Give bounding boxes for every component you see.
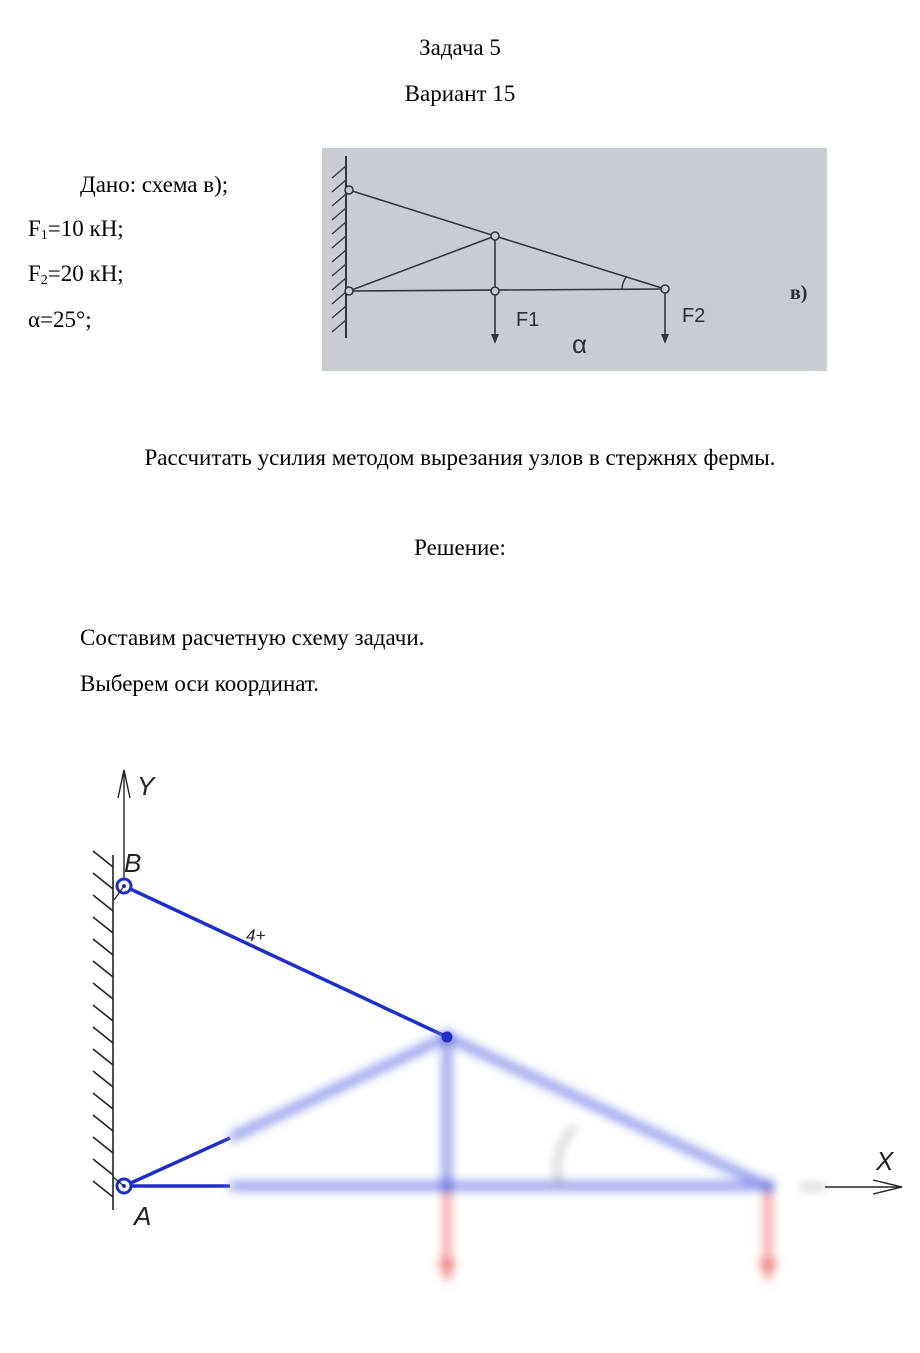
truss-photo: [322, 148, 827, 371]
blurred-region: [230, 1031, 825, 1283]
node-top: [442, 1032, 453, 1043]
photo-scheme-label: в): [790, 282, 808, 304]
x-axis-label: X: [876, 1146, 894, 1176]
node-a-label: A: [134, 1201, 152, 1231]
node-b-label: B: [124, 848, 142, 878]
photo-f1-label: F1: [516, 309, 540, 331]
task-title: Задача 5: [419, 35, 501, 60]
given-f1: $F_1=10$ кН;: [28, 216, 124, 243]
given-f2: $F_2=20$ кН;: [28, 261, 124, 288]
x-axis: [825, 1180, 902, 1194]
bar-4: [124, 886, 447, 1037]
support-b: [114, 879, 131, 900]
photo-f2-label: F2: [682, 305, 706, 327]
task-statement: Рассчитать усилия методом вырезания узлов в стержнях фермы.: [144, 445, 776, 470]
photo-alpha-label: α: [572, 329, 588, 359]
variant-title: Вариант 15: [404, 81, 516, 106]
y-axis-label: Y: [137, 771, 155, 801]
solution-heading: Решение:: [414, 535, 506, 560]
bar-4-label: 4+: [246, 926, 266, 945]
wall: [93, 851, 113, 1210]
given-alpha: α=25°;: [28, 307, 92, 332]
bar-1-left: [124, 1138, 230, 1186]
step-scheme: Составим расчетную схему задачи.: [80, 625, 425, 650]
given-scheme: Дано: схема в);: [80, 172, 229, 197]
calculation-scheme: [80, 755, 920, 1315]
step-axes: Выберем оси координат.: [80, 671, 319, 696]
support-a: [113, 1177, 131, 1193]
